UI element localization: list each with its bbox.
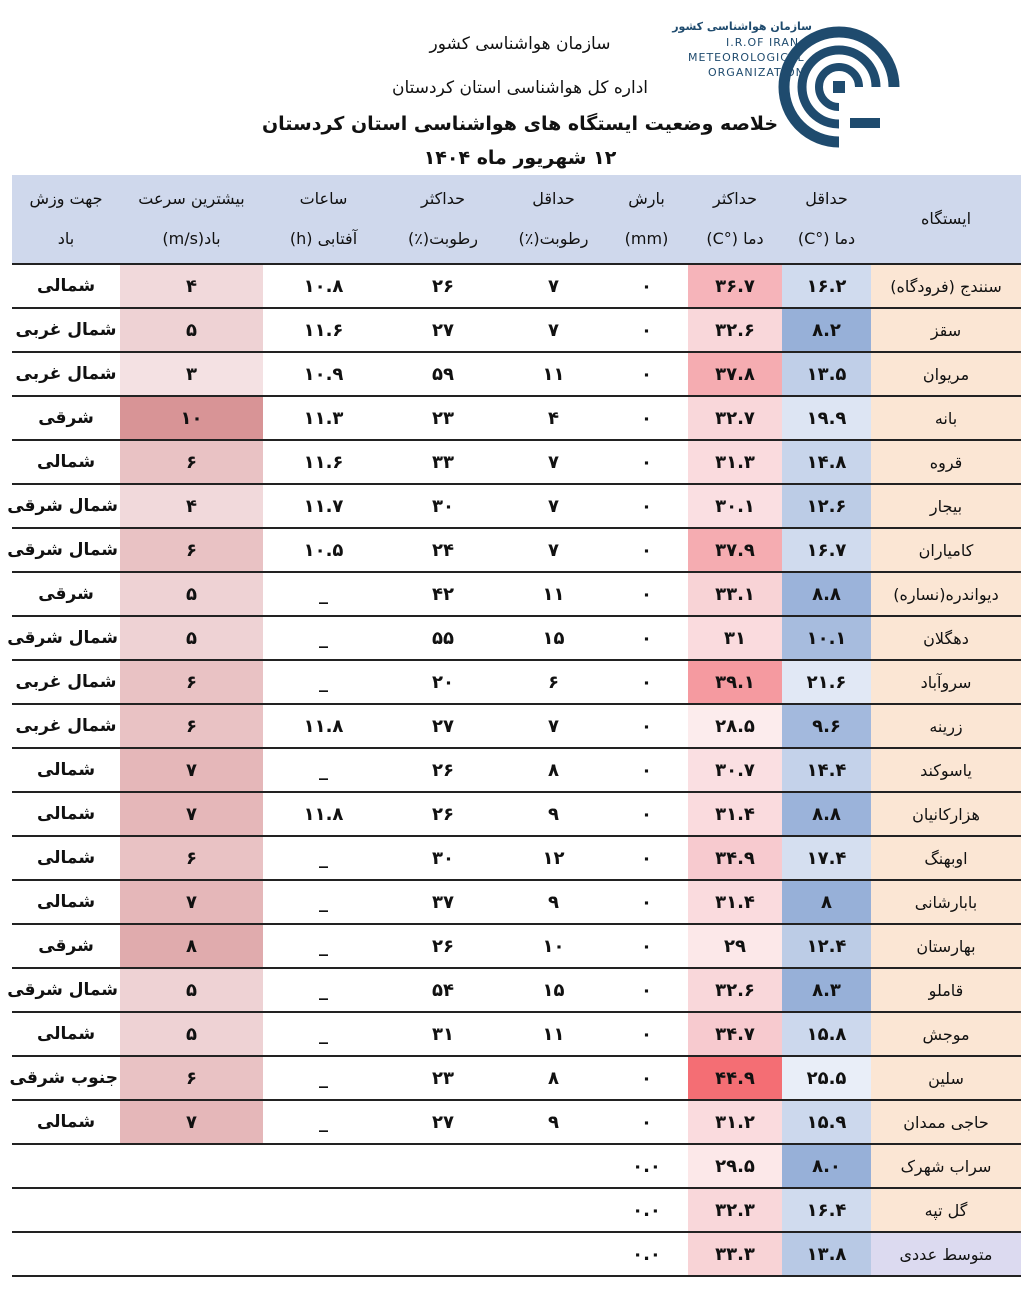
station-name-cell: بیجار bbox=[871, 484, 1021, 528]
max-humidity-cell: ۳۳ bbox=[384, 440, 502, 484]
max-temp-cell: ۳۳.۱ bbox=[688, 572, 782, 616]
table-row bbox=[12, 528, 1021, 572]
logo-english-line2: METEOROLOGICAL bbox=[688, 51, 805, 64]
wind-speed-cell: ۴ bbox=[120, 264, 263, 308]
col-max-humidity: حداکثر رطوبت(٪) bbox=[384, 175, 502, 264]
min-humidity-cell: ۷ bbox=[502, 704, 605, 748]
max-humidity-cell: ۳۰ bbox=[384, 836, 502, 880]
station-name-cell: دیواندره(نساره) bbox=[871, 572, 1021, 616]
wind-speed-cell: ۶ bbox=[120, 704, 263, 748]
min-temp-cell: ۱۶.۷ bbox=[782, 528, 871, 572]
max-temp-cell: ۳۷.۹ bbox=[688, 528, 782, 572]
wind-direction-cell: شمالی bbox=[12, 440, 120, 484]
min-temp-cell: ۱۴.۴ bbox=[782, 748, 871, 792]
wind-speed-cell: ۷ bbox=[120, 748, 263, 792]
sunshine-cell: _ bbox=[263, 616, 384, 660]
wind-speed-cell: ۶ bbox=[120, 836, 263, 880]
max-temp-cell: ۳۷.۸ bbox=[688, 352, 782, 396]
min-temp-cell: ۸.۳ bbox=[782, 968, 871, 1012]
station-name-cell: هزارکانیان bbox=[871, 792, 1021, 836]
wind-direction-cell: شمالی bbox=[12, 1100, 120, 1144]
table-row bbox=[12, 264, 1021, 308]
precipitation-cell: ۰ bbox=[605, 1012, 688, 1056]
sunshine-cell: _ bbox=[263, 1012, 384, 1056]
wind-speed-cell: ۴ bbox=[120, 484, 263, 528]
min-temp-cell: ۸.۸ bbox=[782, 792, 871, 836]
logo-persian-text: سازمان هواشناسی کشور bbox=[672, 20, 812, 33]
min-humidity-cell: ۱۰ bbox=[502, 924, 605, 968]
sunshine-cell: ۱۱.۸ bbox=[263, 704, 384, 748]
min-humidity-cell: ۱۱ bbox=[502, 352, 605, 396]
precipitation-cell: ۰ bbox=[605, 308, 688, 352]
sunshine-cell bbox=[263, 1188, 384, 1232]
precipitation-cell: ۰ bbox=[605, 792, 688, 836]
sunshine-cell: _ bbox=[263, 924, 384, 968]
precipitation-cell: ۰ bbox=[605, 528, 688, 572]
table-row bbox=[12, 1100, 1021, 1144]
max-humidity-cell: ۵۴ bbox=[384, 968, 502, 1012]
max-temp-cell: ۳۲.۶ bbox=[688, 308, 782, 352]
wind-speed-cell bbox=[120, 1144, 263, 1188]
wind-direction-cell bbox=[12, 1232, 120, 1276]
max-humidity-cell: ۵۵ bbox=[384, 616, 502, 660]
col-wind-speed: بیشترین سرعت باد(m/s) bbox=[120, 175, 263, 264]
max-humidity-cell: ۳۰ bbox=[384, 484, 502, 528]
precipitation-cell: ۰.۰ bbox=[605, 1188, 688, 1232]
table-row bbox=[12, 836, 1021, 880]
wind-speed-cell: ۳ bbox=[120, 352, 263, 396]
wind-direction-cell: شمالی bbox=[12, 264, 120, 308]
min-temp-cell: ۱۵.۹ bbox=[782, 1100, 871, 1144]
table-row bbox=[12, 396, 1021, 440]
wind-speed-cell: ۶ bbox=[120, 1056, 263, 1100]
min-temp-cell: ۸.۲ bbox=[782, 308, 871, 352]
precipitation-cell: ۰ bbox=[605, 748, 688, 792]
sunshine-cell: _ bbox=[263, 572, 384, 616]
wind-speed-cell: ۶ bbox=[120, 528, 263, 572]
wind-direction-cell: شمالی bbox=[12, 836, 120, 880]
table-row bbox=[12, 1056, 1021, 1100]
wind-speed-cell bbox=[120, 1188, 263, 1232]
min-temp-cell: ۲۵.۵ bbox=[782, 1056, 871, 1100]
max-temp-cell: ۴۴.۹ bbox=[688, 1056, 782, 1100]
station-name-cell: گل تپه bbox=[871, 1188, 1021, 1232]
min-humidity-cell: ۱۱ bbox=[502, 1012, 605, 1056]
min-humidity-cell: ۸ bbox=[502, 748, 605, 792]
report-title: خلاصه وضعیت ایستگاه های هواشناسی استان کردستان bbox=[261, 113, 779, 135]
max-humidity-cell: ۲۶ bbox=[384, 924, 502, 968]
wind-speed-cell: ۷ bbox=[120, 1100, 263, 1144]
station-name-cell: قروه bbox=[871, 440, 1021, 484]
station-name-cell: مریوان bbox=[871, 352, 1021, 396]
col-min-temp: حداقل دما (°C) bbox=[782, 175, 871, 264]
min-temp-cell: ۱۳.۸ bbox=[782, 1232, 871, 1276]
wind-speed-cell bbox=[120, 1232, 263, 1276]
min-humidity-cell: ۷ bbox=[502, 440, 605, 484]
max-temp-cell: ۳۱.۲ bbox=[688, 1100, 782, 1144]
report-date: ۱۲ شهریور ماه ۱۴۰۴ bbox=[423, 147, 617, 169]
table-row bbox=[12, 616, 1021, 660]
max-humidity-cell: ۲۴ bbox=[384, 528, 502, 572]
sunshine-cell: _ bbox=[263, 880, 384, 924]
min-humidity-cell: ۹ bbox=[502, 880, 605, 924]
sunshine-cell: ۱۱.۳ bbox=[263, 396, 384, 440]
min-humidity-cell: ۹ bbox=[502, 792, 605, 836]
precipitation-cell: ۰ bbox=[605, 440, 688, 484]
table-row bbox=[12, 792, 1021, 836]
precipitation-cell: ۰ bbox=[605, 572, 688, 616]
precipitation-cell: ۰ bbox=[605, 836, 688, 880]
max-temp-cell: ۳۴.۹ bbox=[688, 836, 782, 880]
table-row bbox=[12, 968, 1021, 1012]
wind-speed-cell: ۵ bbox=[120, 968, 263, 1012]
min-temp-cell: ۸.۸ bbox=[782, 572, 871, 616]
wind-speed-cell: ۵ bbox=[120, 572, 263, 616]
wind-speed-cell: ۶ bbox=[120, 440, 263, 484]
wind-direction-cell: شمال شرقی bbox=[12, 616, 120, 660]
precipitation-cell: ۰ bbox=[605, 660, 688, 704]
precipitation-cell: ۰ bbox=[605, 924, 688, 968]
station-name-cell: بانه bbox=[871, 396, 1021, 440]
max-temp-cell: ۳۹.۱ bbox=[688, 660, 782, 704]
average-row bbox=[12, 1232, 1021, 1276]
precipitation-cell: ۰ bbox=[605, 704, 688, 748]
wind-direction-cell: شرقی bbox=[12, 572, 120, 616]
sunshine-cell bbox=[263, 1144, 384, 1188]
precipitation-cell: ۰ bbox=[605, 968, 688, 1012]
sunshine-cell: _ bbox=[263, 836, 384, 880]
min-temp-cell: ۹.۶ bbox=[782, 704, 871, 748]
sunshine-cell bbox=[263, 1232, 384, 1276]
max-humidity-cell: ۲۳ bbox=[384, 1056, 502, 1100]
max-temp-cell: ۳۰.۱ bbox=[688, 484, 782, 528]
precipitation-cell: ۰ bbox=[605, 484, 688, 528]
min-humidity-cell: ۱۵ bbox=[502, 968, 605, 1012]
max-humidity-cell: ۲۷ bbox=[384, 1100, 502, 1144]
min-temp-cell: ۸.۰ bbox=[782, 1144, 871, 1188]
table-row bbox=[12, 660, 1021, 704]
min-temp-cell: ۱۷.۴ bbox=[782, 836, 871, 880]
max-temp-cell: ۳۱.۳ bbox=[688, 440, 782, 484]
wind-direction-cell: شمالی bbox=[12, 792, 120, 836]
wind-speed-cell: ۶ bbox=[120, 660, 263, 704]
max-temp-cell: ۲۹.۵ bbox=[688, 1144, 782, 1188]
max-temp-cell: ۳۱.۴ bbox=[688, 792, 782, 836]
wind-direction-cell: شمال غربی bbox=[12, 308, 120, 352]
wind-direction-cell: جنوب شرقی bbox=[12, 1056, 120, 1100]
org-name: سازمان هواشناسی کشور bbox=[429, 34, 611, 54]
wind-direction-cell: شمال شرقی bbox=[12, 968, 120, 1012]
wind-speed-cell: ۵ bbox=[120, 616, 263, 660]
precipitation-cell: ۰.۰ bbox=[605, 1144, 688, 1188]
logo-english-line1: I.R.OF IRAN bbox=[726, 36, 800, 49]
station-name-cell: حاجی ممدان bbox=[871, 1100, 1021, 1144]
wind-direction-cell: شمال غربی bbox=[12, 352, 120, 396]
min-humidity-cell bbox=[502, 1188, 605, 1232]
table-row bbox=[12, 1012, 1021, 1056]
min-humidity-cell: ۱۲ bbox=[502, 836, 605, 880]
precipitation-cell: ۰ bbox=[605, 880, 688, 924]
wind-direction-cell: شمالی bbox=[12, 1012, 120, 1056]
table-row bbox=[12, 1144, 1021, 1188]
station-name-cell: بهارستان bbox=[871, 924, 1021, 968]
station-name-cell: سروآباد bbox=[871, 660, 1021, 704]
max-temp-cell: ۳۱.۴ bbox=[688, 880, 782, 924]
max-humidity-cell bbox=[384, 1144, 502, 1188]
station-name-cell: سنندج (فرودگاه) bbox=[871, 264, 1021, 308]
station-name-cell: قاملو bbox=[871, 968, 1021, 1012]
min-temp-cell: ۱۰.۱ bbox=[782, 616, 871, 660]
meteorological-organization-logo bbox=[672, 14, 908, 150]
max-humidity-cell bbox=[384, 1188, 502, 1232]
max-humidity-cell: ۲۷ bbox=[384, 704, 502, 748]
wind-speed-cell: ۸ bbox=[120, 924, 263, 968]
sunshine-cell: _ bbox=[263, 1056, 384, 1100]
max-temp-cell: ۳۰.۷ bbox=[688, 748, 782, 792]
min-humidity-cell bbox=[502, 1144, 605, 1188]
max-temp-cell: ۲۸.۵ bbox=[688, 704, 782, 748]
table-row bbox=[12, 880, 1021, 924]
wind-speed-cell: ۵ bbox=[120, 308, 263, 352]
station-name-cell: یاسوکند bbox=[871, 748, 1021, 792]
station-name-cell: کامیاران bbox=[871, 528, 1021, 572]
wind-speed-cell: ۵ bbox=[120, 1012, 263, 1056]
precipitation-cell: ۰.۰ bbox=[605, 1232, 688, 1276]
max-humidity-cell: ۲۰ bbox=[384, 660, 502, 704]
sunshine-cell: _ bbox=[263, 968, 384, 1012]
wind-direction-cell: شمال غربی bbox=[12, 704, 120, 748]
min-humidity-cell bbox=[502, 1232, 605, 1276]
sunshine-cell: ۱۰.۸ bbox=[263, 264, 384, 308]
table-row bbox=[12, 352, 1021, 396]
min-temp-cell: ۱۶.۲ bbox=[782, 264, 871, 308]
stations-table bbox=[7, 175, 1021, 1277]
min-temp-cell: ۲۱.۶ bbox=[782, 660, 871, 704]
sunshine-cell: ۱۱.۸ bbox=[263, 792, 384, 836]
min-temp-cell: ۱۲.۴ bbox=[782, 924, 871, 968]
sunshine-cell: ۱۱.۶ bbox=[263, 308, 384, 352]
precipitation-cell: ۰ bbox=[605, 264, 688, 308]
station-name-cell: اوبهنگ bbox=[871, 836, 1021, 880]
wind-direction-cell bbox=[12, 1144, 120, 1188]
sunshine-cell: ۱۱.۷ bbox=[263, 484, 384, 528]
min-humidity-cell: ۱۱ bbox=[502, 572, 605, 616]
province-office: اداره کل هواشناسی استان کردستان bbox=[392, 78, 648, 98]
wind-speed-cell: ۷ bbox=[120, 792, 263, 836]
station-name-cell: زرینه bbox=[871, 704, 1021, 748]
wind-direction-cell: شمال غربی bbox=[12, 660, 120, 704]
max-humidity-cell: ۲۷ bbox=[384, 308, 502, 352]
table-row bbox=[12, 924, 1021, 968]
min-temp-cell: ۱۳.۵ bbox=[782, 352, 871, 396]
logo-spiral-icon bbox=[778, 26, 900, 148]
max-temp-cell: ۳۴.۷ bbox=[688, 1012, 782, 1056]
min-temp-cell: ۱۹.۹ bbox=[782, 396, 871, 440]
precipitation-cell: ۰ bbox=[605, 352, 688, 396]
station-name-cell: سقز bbox=[871, 308, 1021, 352]
max-temp-cell: ۳۶.۷ bbox=[688, 264, 782, 308]
sunshine-cell: ۱۱.۶ bbox=[263, 440, 384, 484]
wind-speed-cell: ۱۰ bbox=[120, 396, 263, 440]
max-temp-cell: ۳۳.۳ bbox=[688, 1232, 782, 1276]
max-humidity-cell: ۲۶ bbox=[384, 748, 502, 792]
logo-english-line3: ORGANIZATION bbox=[708, 66, 805, 79]
precipitation-cell: ۰ bbox=[605, 616, 688, 660]
precipitation-cell: ۰ bbox=[605, 1056, 688, 1100]
min-humidity-cell: ۹ bbox=[502, 1100, 605, 1144]
col-sunshine: ساعات آفتابی (h) bbox=[263, 175, 384, 264]
col-max-temp: حداکثر دما (°C) bbox=[688, 175, 782, 264]
max-temp-cell: ۳۲.۶ bbox=[688, 968, 782, 1012]
max-humidity-cell: ۳۷ bbox=[384, 880, 502, 924]
min-humidity-cell: ۸ bbox=[502, 1056, 605, 1100]
table-row bbox=[12, 748, 1021, 792]
min-temp-cell: ۱۴.۸ bbox=[782, 440, 871, 484]
station-name-cell: متوسط عددی bbox=[871, 1232, 1021, 1276]
min-humidity-cell: ۷ bbox=[502, 484, 605, 528]
wind-direction-cell: شمالی bbox=[12, 748, 120, 792]
col-precipitation: بارش (mm) bbox=[605, 175, 688, 264]
table-row bbox=[12, 1188, 1021, 1232]
wind-direction-cell: شرقی bbox=[12, 396, 120, 440]
col-wind-dir: جهت وزش باد bbox=[12, 175, 120, 264]
table-row bbox=[12, 308, 1021, 352]
min-humidity-cell: ۱۵ bbox=[502, 616, 605, 660]
table-row bbox=[12, 572, 1021, 616]
wind-speed-cell: ۷ bbox=[120, 880, 263, 924]
max-humidity-cell bbox=[384, 1232, 502, 1276]
wind-direction-cell: شمال شرقی bbox=[12, 484, 120, 528]
col-station: ایستگاه bbox=[871, 175, 1021, 264]
station-name-cell: سراب شهرک bbox=[871, 1144, 1021, 1188]
station-name-cell: بابارشانی bbox=[871, 880, 1021, 924]
min-humidity-cell: ۷ bbox=[502, 264, 605, 308]
max-humidity-cell: ۵۹ bbox=[384, 352, 502, 396]
sunshine-cell: _ bbox=[263, 660, 384, 704]
max-temp-cell: ۳۱ bbox=[688, 616, 782, 660]
wind-direction-cell bbox=[12, 1188, 120, 1232]
max-humidity-cell: ۲۶ bbox=[384, 264, 502, 308]
station-name-cell: موجش bbox=[871, 1012, 1021, 1056]
col-min-humidity: حداقل رطوبت(٪) bbox=[502, 175, 605, 264]
wind-direction-cell: شمال شرقی bbox=[12, 528, 120, 572]
max-humidity-cell: ۲۶ bbox=[384, 792, 502, 836]
precipitation-cell: ۰ bbox=[605, 1100, 688, 1144]
min-humidity-cell: ۷ bbox=[502, 308, 605, 352]
min-temp-cell: ۱۵.۸ bbox=[782, 1012, 871, 1056]
max-humidity-cell: ۲۳ bbox=[384, 396, 502, 440]
max-temp-cell: ۳۲.۷ bbox=[688, 396, 782, 440]
min-humidity-cell: ۷ bbox=[502, 528, 605, 572]
max-humidity-cell: ۴۲ bbox=[384, 572, 502, 616]
table-row bbox=[12, 704, 1021, 748]
wind-direction-cell: شرقی bbox=[12, 924, 120, 968]
station-name-cell: دهگلان bbox=[871, 616, 1021, 660]
table-row bbox=[12, 440, 1021, 484]
station-name-cell: سلین bbox=[871, 1056, 1021, 1100]
max-temp-cell: ۲۹ bbox=[688, 924, 782, 968]
min-humidity-cell: ۶ bbox=[502, 660, 605, 704]
min-temp-cell: ۸ bbox=[782, 880, 871, 924]
table-header-row bbox=[12, 175, 1021, 264]
table-row bbox=[12, 484, 1021, 528]
min-temp-cell: ۱۲.۶ bbox=[782, 484, 871, 528]
precipitation-cell: ۰ bbox=[605, 396, 688, 440]
max-humidity-cell: ۳۱ bbox=[384, 1012, 502, 1056]
sunshine-cell: _ bbox=[263, 748, 384, 792]
max-temp-cell: ۳۲.۳ bbox=[688, 1188, 782, 1232]
sunshine-cell: ۱۰.۵ bbox=[263, 528, 384, 572]
wind-direction-cell: شمالی bbox=[12, 880, 120, 924]
min-temp-cell: ۱۶.۴ bbox=[782, 1188, 871, 1232]
sunshine-cell: _ bbox=[263, 1100, 384, 1144]
sunshine-cell: ۱۰.۹ bbox=[263, 352, 384, 396]
report-header bbox=[0, 0, 1033, 175]
min-humidity-cell: ۴ bbox=[502, 396, 605, 440]
